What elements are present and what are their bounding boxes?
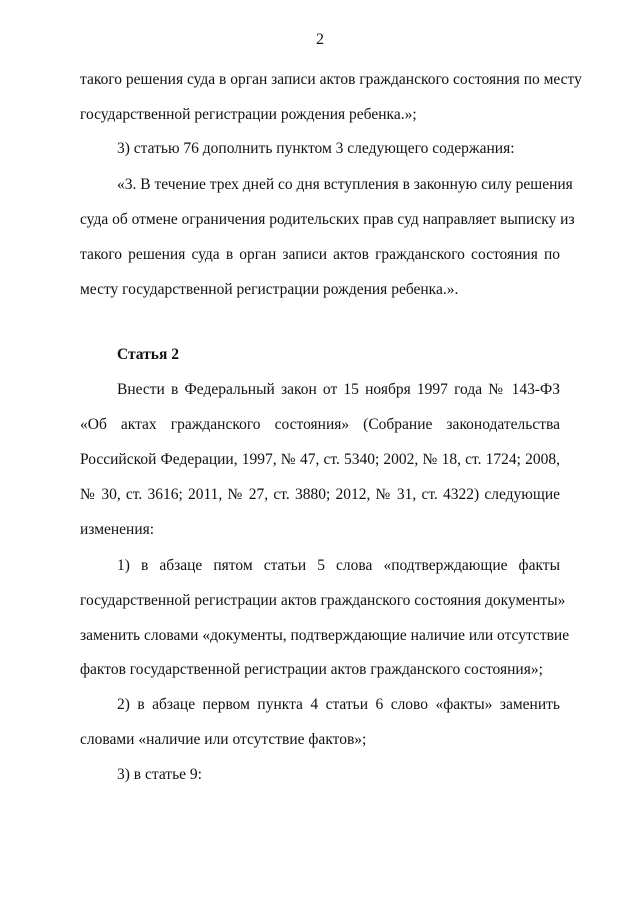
text-line: № 30, ст. 3616; 2011, № 27, ст. 3880; 2012, № 31, ст. 4322) следующие [80, 486, 560, 503]
text-line: государственной регистрации рождения ребенка.»; [80, 106, 417, 123]
article-heading: Статья 2 [117, 346, 179, 363]
text-line: Внести в Федеральный закон от 15 ноября 1997 года № 143-ФЗ [117, 381, 560, 398]
quote-line: суда об отмене ограничения родительских прав суд направляет выписку из [80, 211, 575, 228]
list-item-line: 1) в абзаце пятом статьи 5 слова «подтверждающие факты [117, 557, 560, 574]
list-item-line: 2) в абзаце первом пункта 4 статьи 6 слово «факты» заменить [117, 696, 560, 713]
text-line: такого решения суда в орган записи актов гражданского состояния по месту [80, 71, 582, 88]
text-line: государственной регистрации актов гражданского состояния документы» [80, 592, 566, 609]
text-line: Российской Федерации, 1997, № 47, ст. 5340; 2002, № 18, ст. 1724; 2008, [80, 451, 560, 468]
page-number: 2 [316, 31, 324, 48]
quote-line: «3. В течение трех дней со дня вступления в законную силу решения [117, 176, 573, 193]
text-line: заменить словами «документы, подтверждающие наличие или отсутствие [80, 627, 570, 644]
list-item-line: 3) статью 76 дополнить пунктом 3 следующего содержания: [117, 140, 515, 157]
text-line: «Об актах гражданского состояния» (Собрание законодательства [80, 416, 560, 433]
text-line: фактов государственной регистрации актов гражданского состояния»; [80, 661, 543, 678]
list-item-line: 3) в статье 9: [117, 766, 202, 783]
text-line: изменения: [80, 521, 155, 538]
text-line: словами «наличие или отсутствие фактов»; [80, 731, 367, 748]
quote-line: месту государственной регистрации рождения ребенка.». [80, 281, 459, 298]
quote-line: такого решения суда в орган записи актов гражданского состояния по [80, 246, 560, 263]
